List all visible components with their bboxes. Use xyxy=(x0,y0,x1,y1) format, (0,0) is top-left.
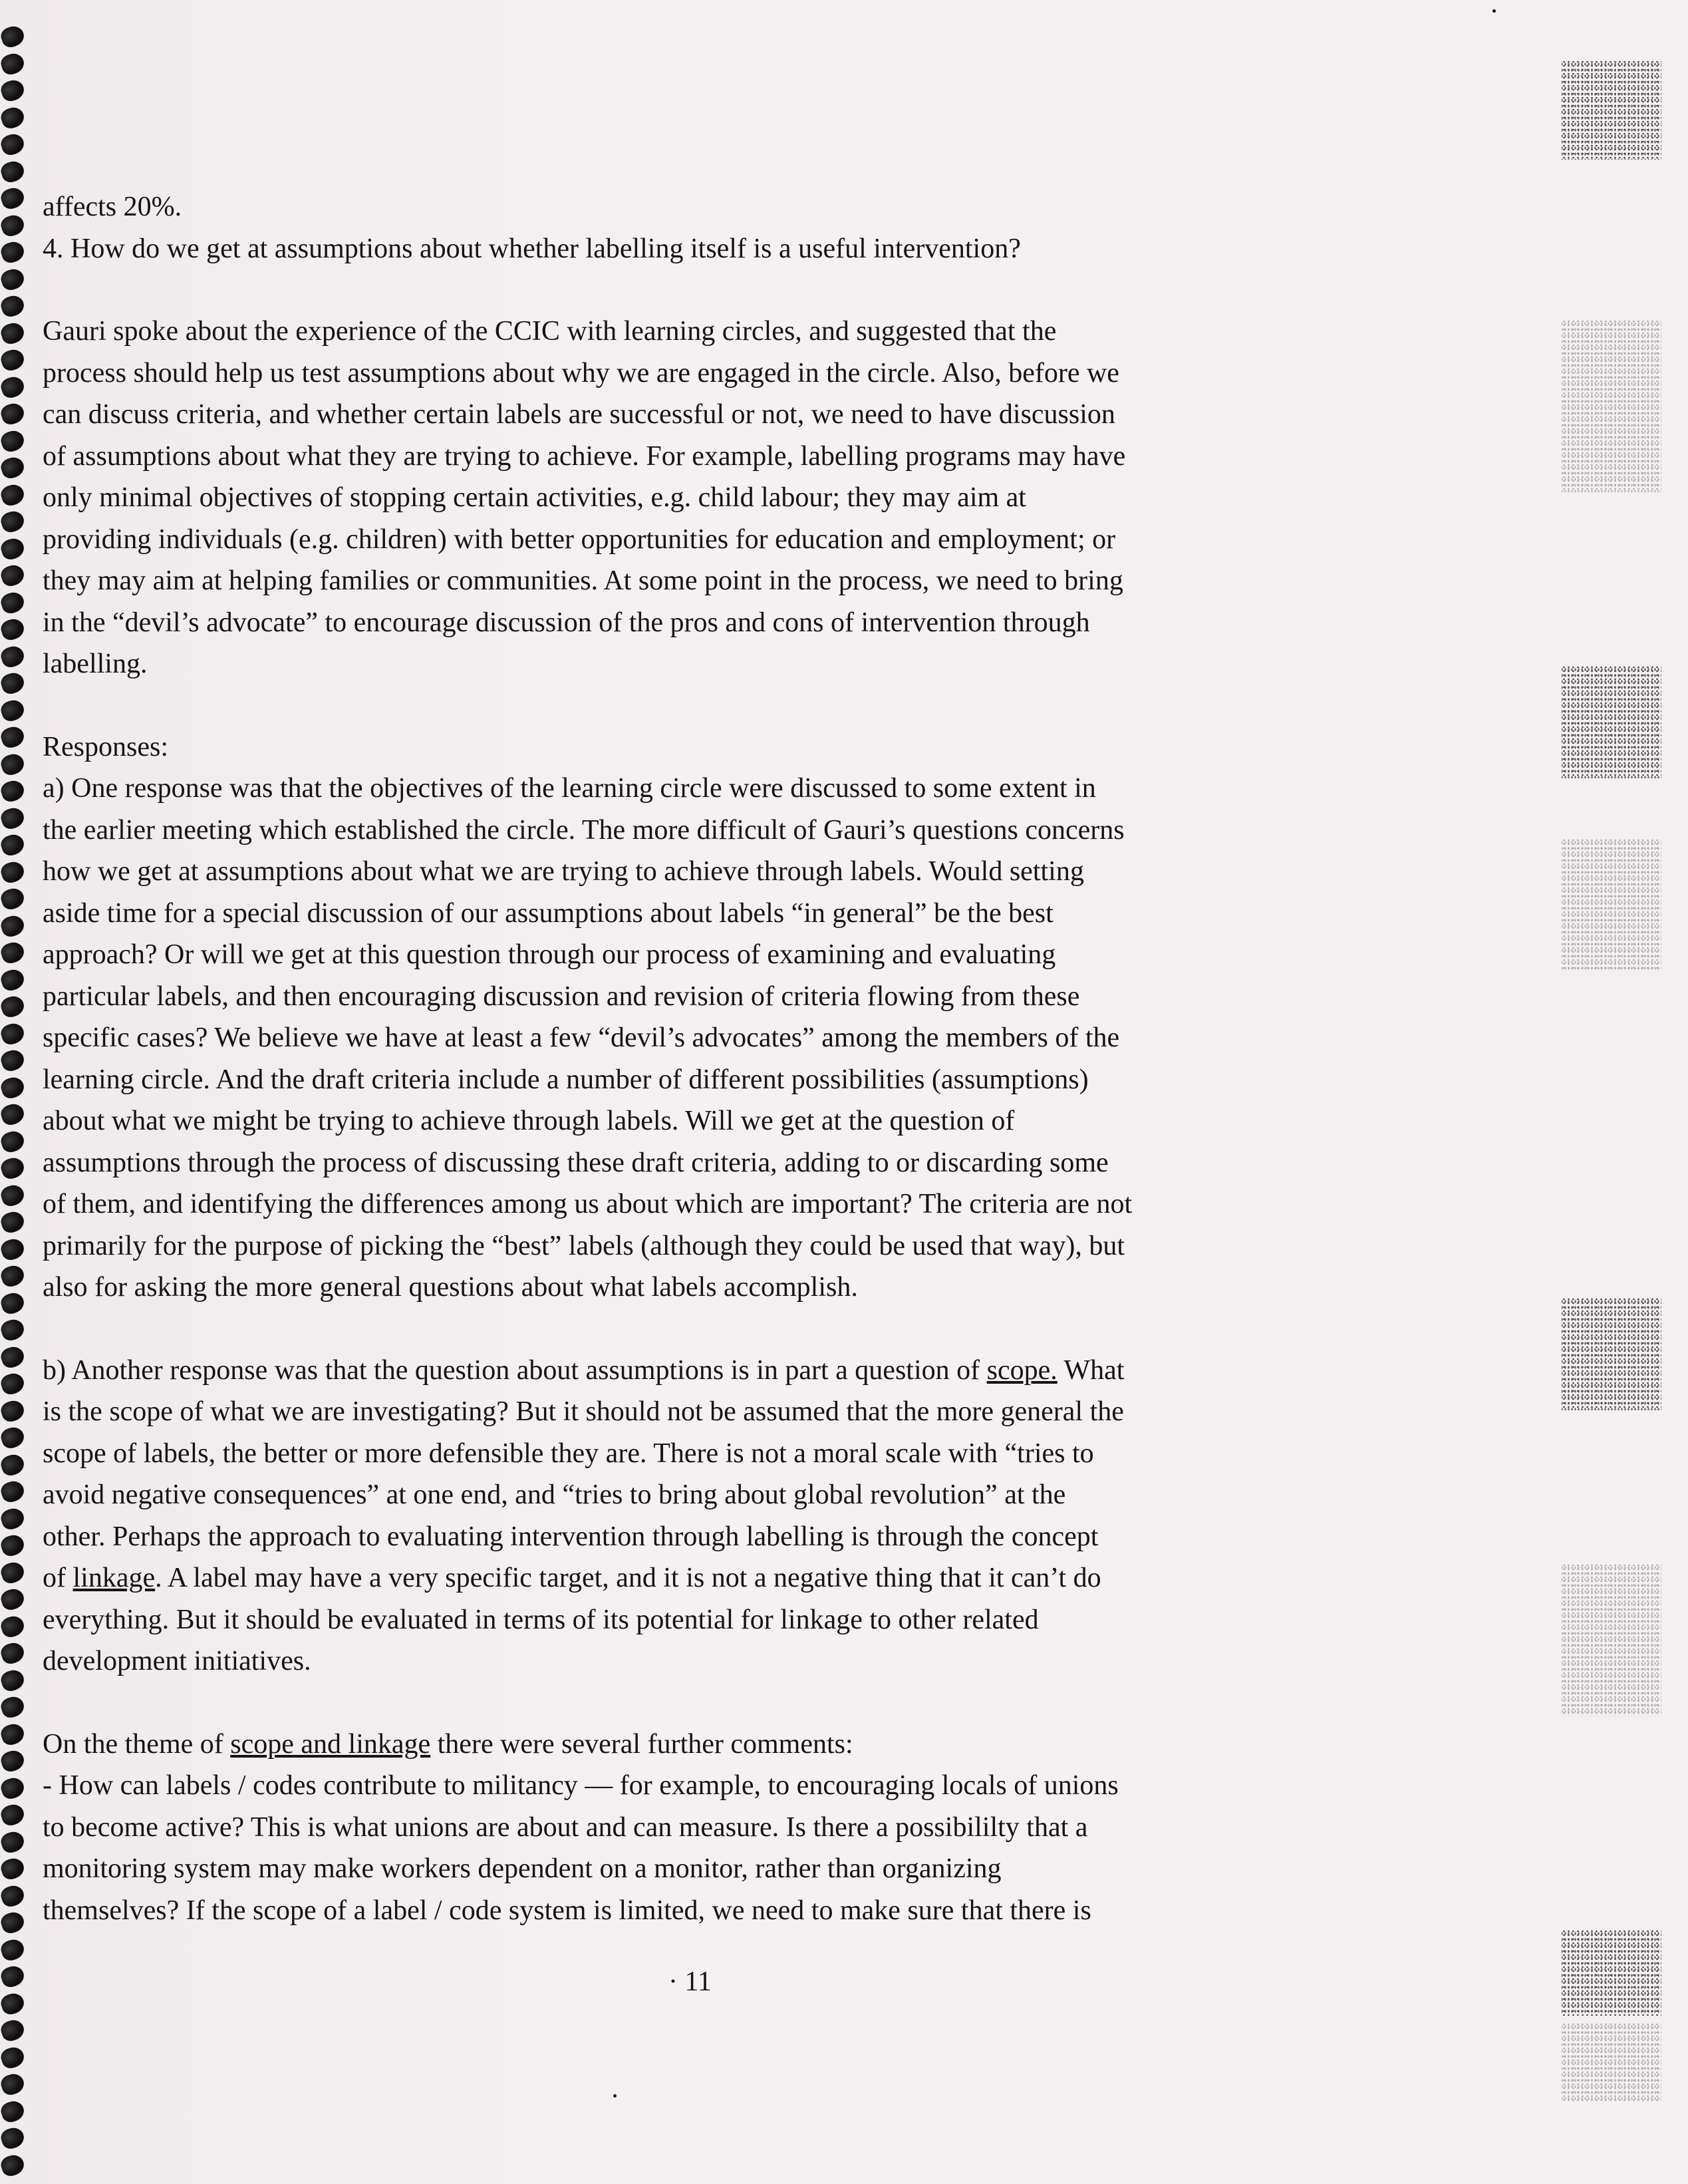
binding-coil xyxy=(0,1209,27,1235)
text-line: of assumptions about what they are trying to achieve. For example, labelling programs may have xyxy=(43,440,1126,472)
binding-coil xyxy=(0,724,27,750)
binding-coil xyxy=(0,1937,27,1962)
text-line: other. Perhaps the approach to evaluating intervention through labelling is through the concept xyxy=(43,1521,1099,1552)
text-line: how we get at assumptions about what we are trying to achieve through labels. Would setting xyxy=(43,856,1084,887)
binding-coil xyxy=(0,1559,27,1585)
paragraph-response-b xyxy=(43,1350,1406,1682)
binding-coil xyxy=(0,482,27,508)
binding-coil xyxy=(0,77,27,103)
binding-coil xyxy=(0,185,27,211)
binding-coil xyxy=(0,131,27,157)
underlined-term-scope-and-linkage: scope and linkage xyxy=(230,1728,431,1760)
binding-coil xyxy=(0,400,27,426)
text-line xyxy=(43,1350,1406,1392)
speck xyxy=(1492,9,1496,13)
text-line: specific cases? We believe we have at least a few “devil’s advocates” among the members of the xyxy=(43,1022,1120,1053)
text-line: process should help us test assumptions about why we are engaged in the circle. Also, before we xyxy=(43,357,1119,389)
text-line: of them, and identifying the differences among us about which are important? The criteria are not xyxy=(43,1189,1133,1219)
text-line: - How can labels / codes contribute to militancy — for example, to encouraging locals of unions xyxy=(43,1770,1119,1801)
binding-coil xyxy=(0,1074,27,1100)
text-line: providing individuals (e.g. children) with better opportunities for education and employment; or xyxy=(43,524,1116,555)
text-line: avoid negative consequences” at one end, and “tries to bring about global revolution” at the xyxy=(43,1480,1066,1510)
binding-coil xyxy=(0,913,27,939)
binding-coil xyxy=(0,508,27,534)
binding-coil xyxy=(0,939,27,965)
binding-coil xyxy=(0,212,27,238)
binding-coil xyxy=(0,562,27,588)
binding-coil xyxy=(0,104,27,130)
text-run: b) Another response was that the question about assumptions is in part a question of xyxy=(43,1354,987,1386)
text-line: labelling. xyxy=(43,649,148,679)
binding-coil xyxy=(0,1855,27,1881)
binding-coil xyxy=(0,1128,27,1154)
binding-coil xyxy=(0,1586,27,1612)
binding-coil xyxy=(0,589,27,615)
text-line: in the “devil’s advocate” to encourage discussion of the pros and cons of intervention through xyxy=(43,607,1090,638)
text-line: to become active? This is what unions are about and can measure. Is there a possibililty that a xyxy=(43,1811,1088,1843)
underlined-term-scope: scope. xyxy=(986,1354,1057,1386)
binding-coil xyxy=(0,1640,27,1666)
text-line: assumptions through the process of discussing these draft criteria, adding to or discarding some xyxy=(43,1147,1109,1178)
binding-coil xyxy=(0,832,27,858)
binding-coil xyxy=(0,1263,27,1289)
binding-coil xyxy=(0,1748,27,1774)
binding-coil xyxy=(0,1694,27,1720)
binding-coil xyxy=(0,697,27,723)
text-line: learning circle. And the draft criteria include a number of different possibilities (assumptions) xyxy=(43,1064,1089,1095)
binding-coil xyxy=(0,778,27,804)
text-run: On the theme of xyxy=(43,1728,231,1760)
binding-coil xyxy=(0,1424,27,1450)
text-run: What xyxy=(1057,1354,1125,1386)
binding-coil xyxy=(0,993,27,1019)
binding-coil xyxy=(0,859,27,885)
text-line: the earlier meeting which established the circle. The more difficult of Gauri’s questions concerns xyxy=(43,814,1125,846)
text-line xyxy=(43,1724,1406,1766)
text-line xyxy=(43,1557,1406,1599)
binding-coil xyxy=(0,1236,27,1262)
text-line: is the scope of what we are investigating? But it should not be assumed that the more general the xyxy=(43,1396,1124,1427)
binding-coil xyxy=(0,1101,27,1127)
scan-noise-mark xyxy=(1562,1297,1661,1410)
underlined-term-linkage: linkage xyxy=(72,1563,156,1593)
binding-coil xyxy=(0,1667,27,1693)
binding-coil xyxy=(0,2098,27,2124)
page-number: · 11 xyxy=(668,1966,712,1997)
binding-coil xyxy=(0,1775,27,1801)
binding-coil xyxy=(0,616,27,642)
binding-coil xyxy=(0,885,27,911)
binding-coil xyxy=(0,1829,27,1855)
binding-coil xyxy=(0,239,27,265)
binding-coil xyxy=(0,266,27,292)
paragraph-scope-linkage xyxy=(43,1724,1406,1932)
text-line: everything. But it should be evaluated in terms of its potential for linkage to other related xyxy=(43,1604,1039,1635)
text-line: only minimal objectives of stopping certain activities, e.g. child labour; they may aim at xyxy=(43,482,1026,513)
binding-coil xyxy=(0,1505,27,1531)
binding-coil xyxy=(0,1020,27,1046)
text-line: themselves? If the scope of a label / code system is limited, we need to make sure that there is xyxy=(43,1895,1091,1926)
binding-coil xyxy=(0,1883,27,1909)
paragraph-response-a xyxy=(43,768,1406,1309)
text-run: there were several further comments: xyxy=(430,1728,853,1760)
text-line: about what we might be trying to achieve through labels. Will we get at the question of xyxy=(43,1106,1015,1136)
scan-noise-mark xyxy=(1562,60,1661,160)
speck xyxy=(613,2094,617,2098)
binding-coil xyxy=(0,1370,27,1396)
text-run: of xyxy=(43,1563,73,1593)
text-line: they may aim at helping families or communities. At some point in the process, we need to bring xyxy=(43,565,1123,596)
text-line: aside time for a special discussion of our assumptions about labels “in general” be the best xyxy=(43,897,1054,929)
binding-coil xyxy=(0,23,27,49)
binding-coil xyxy=(0,1047,27,1073)
binding-coil xyxy=(0,1344,27,1370)
binding-coil xyxy=(0,536,27,561)
text-line: approach? Or will we get at this question through our process of examining and evaluating xyxy=(43,939,1056,970)
binding-coil xyxy=(0,2017,27,2043)
binding-coil xyxy=(0,1963,27,1989)
binding-coil xyxy=(0,1317,27,1342)
responses-heading: Responses: xyxy=(43,731,168,762)
binding-coil xyxy=(0,2125,27,2151)
binding-coil xyxy=(0,1613,27,1639)
binding-coil xyxy=(0,1155,27,1181)
binding-coil xyxy=(0,2071,27,2097)
binding-coil xyxy=(0,967,27,993)
scan-noise-mark xyxy=(1562,665,1661,778)
binding-coil xyxy=(0,1532,27,1558)
text-line: 4. How do we get at assumptions about whether labelling itself is a useful intervention? xyxy=(43,233,1021,264)
binding-coil xyxy=(0,1290,27,1316)
text-line: monitoring system may make workers dependent on a monitor, rather than organizing xyxy=(43,1853,1002,1884)
binding-coil xyxy=(0,293,27,319)
binding-coil xyxy=(0,51,27,77)
binding-coil xyxy=(0,1801,27,1827)
text-line: affects 20%. xyxy=(43,192,182,222)
text-line: can discuss criteria, and whether certain labels are successful or not, we need to have discussion xyxy=(43,399,1115,430)
binding-coil xyxy=(0,428,27,454)
binding-coil xyxy=(0,158,27,184)
text-run: . A label may have a very specific target, and it is not a negative thing that it can’t do xyxy=(155,1563,1101,1593)
scan-noise-mark xyxy=(1562,838,1661,971)
binding-coil xyxy=(0,1452,27,1478)
binding-coil xyxy=(0,320,27,346)
binding-coil xyxy=(0,1478,27,1504)
binding-coil xyxy=(0,347,27,373)
binding-coil xyxy=(0,2152,27,2178)
scan-noise-mark xyxy=(1562,1563,1661,1716)
scan-noise-mark xyxy=(1562,2022,1661,2102)
binding-coil xyxy=(0,751,27,777)
binding-coil xyxy=(0,805,27,831)
text-line: primarily for the purpose of picking the “best” labels (although they could be used that way), but xyxy=(43,1230,1125,1261)
binding-coil xyxy=(0,1909,27,1935)
paragraph-gauri xyxy=(43,311,1406,685)
text-line: Gauri spoke about the experience of the CCIC with learning circles, and suggested that the xyxy=(43,316,1057,347)
text-line: development initiatives. xyxy=(43,1646,311,1676)
binding-coil xyxy=(0,643,27,669)
spiral-binding xyxy=(0,27,31,2182)
binding-coil xyxy=(0,374,27,400)
text-line: also for asking the more general questions about what labels accomplish. xyxy=(43,1272,858,1303)
text-line: particular labels, and then encouraging discussion and revision of criteria flowing from these xyxy=(43,981,1080,1012)
scan-noise-mark xyxy=(1562,319,1661,492)
binding-coil xyxy=(0,1398,27,1424)
document-body xyxy=(43,186,1406,1931)
scan-noise-mark xyxy=(1562,1929,1661,2016)
binding-coil xyxy=(0,454,27,480)
text-line: a) One response was that the objectives of the learning circle were discussed to some extent in xyxy=(43,773,1096,804)
binding-coil xyxy=(0,1721,27,1747)
binding-coil xyxy=(0,2044,27,2070)
binding-coil xyxy=(0,1182,27,1208)
binding-coil xyxy=(0,670,27,696)
text-line: scope of labels, the better or more defensible they are. There is not a moral scale with “tries to xyxy=(43,1438,1094,1469)
binding-coil xyxy=(0,1990,27,2016)
